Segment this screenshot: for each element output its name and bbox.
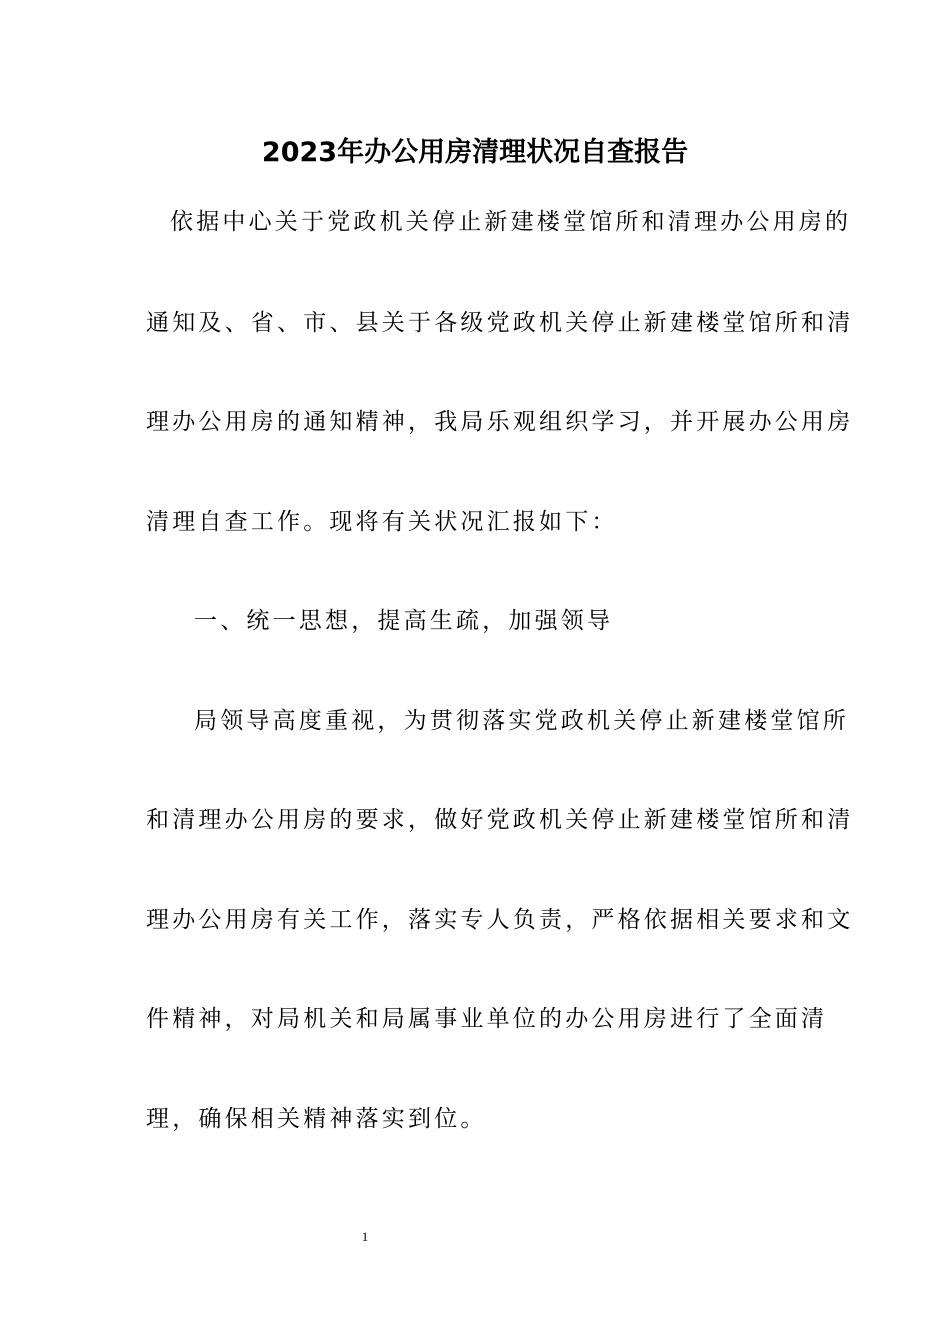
page-number: 1 <box>361 1229 369 1244</box>
paragraph-line: 依据中心关于党政机关停止新建楼堂馆所和清理办公用房的 <box>170 209 852 235</box>
document-title: 2023年办公用房清理状况自查报告 <box>261 137 689 168</box>
paragraph-line: 理办公用房的通知精神，我局乐观组织学习，并开展办公用房 <box>146 409 854 435</box>
paragraph-line: 理，确保相关精神落实到位。 <box>146 1106 487 1132</box>
paragraph-line: 和清理办公用房的要求，做好党政机关停止新建楼堂馆所和清 <box>146 807 854 833</box>
paragraph-line: 件精神，对局机关和局属事业单位的办公用房进行了全面清 <box>146 1006 828 1032</box>
paragraph-line: 理办公用房有关工作，落实专人负责，严格依据相关要求和文 <box>146 907 854 933</box>
paragraph-line: 通知及、省、市、县关于各级党政机关停止新建楼堂馆所和清 <box>146 310 854 336</box>
paragraph-line: 清理自查工作。现将有关状况汇报如下： <box>146 509 618 535</box>
section-heading: 一、统一思想，提高生疏，加强领导 <box>194 608 614 634</box>
paragraph-line: 局领导高度重视，为贯彻落实党政机关停止新建楼堂馆所 <box>194 708 849 734</box>
